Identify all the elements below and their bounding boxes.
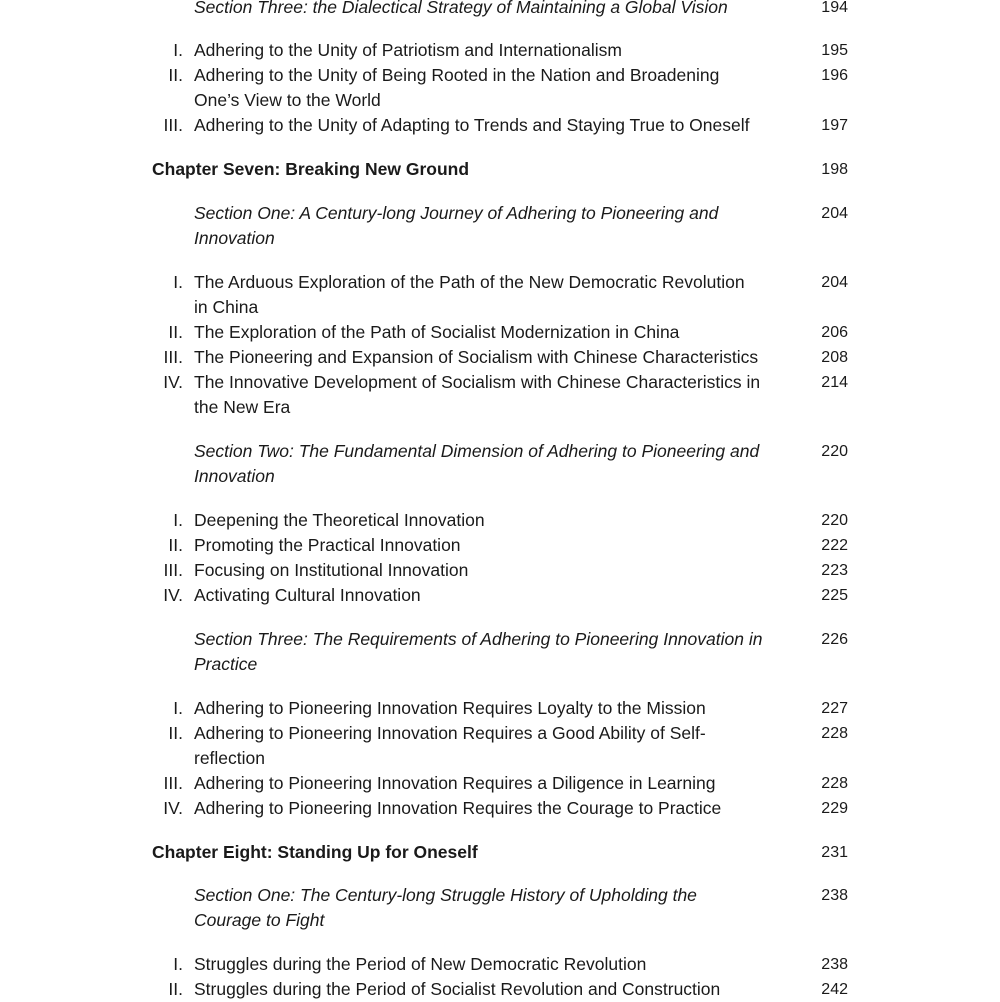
entry-title-line: Adhering to Pioneering Innovation Requires a Good Ability of Self- bbox=[194, 723, 706, 743]
entry-title-line: Adhering to the Unity of Patriotism and Internationalism bbox=[194, 40, 622, 60]
entry-title-line: Focusing on Institutional Innovation bbox=[194, 560, 469, 580]
page-number: 206 bbox=[821, 324, 848, 341]
page-number: 242 bbox=[821, 981, 848, 998]
entry-title-line: Chapter Seven: Breaking New Ground bbox=[152, 159, 470, 179]
entry-title-line: The Arduous Exploration of the Path of the New Democratic Revolution bbox=[194, 272, 745, 292]
item-numeral: IV. bbox=[163, 372, 183, 392]
item-numeral: III. bbox=[163, 347, 183, 367]
page-number: 220 bbox=[821, 512, 848, 529]
entry-title-line: Struggles during the Period of New Democratic Revolution bbox=[194, 954, 647, 974]
entry-title-line: Promoting the Practical Innovation bbox=[194, 535, 461, 555]
entry-title-line: Adhering to Pioneering Innovation Requires the Courage to Practice bbox=[194, 798, 722, 818]
page-number: 220 bbox=[821, 443, 848, 460]
page-number: 238 bbox=[821, 887, 848, 904]
entry-title-line: Struggles during the Period of Socialist Revolution and Construction bbox=[194, 979, 721, 999]
page-number: 229 bbox=[821, 800, 848, 817]
entry-title-line: Adhering to Pioneering Innovation Requires Loyalty to the Mission bbox=[194, 698, 706, 718]
item-numeral: III. bbox=[163, 115, 183, 135]
page-number: 194 bbox=[821, 0, 848, 16]
page-number: 225 bbox=[821, 587, 848, 604]
page-number: 208 bbox=[821, 349, 848, 366]
item-numeral: I. bbox=[173, 954, 183, 974]
page-number: 222 bbox=[821, 537, 848, 554]
entry-title-line: Adhering to the Unity of Adapting to Trends and Staying True to Oneself bbox=[194, 115, 750, 135]
entry-title-line: Section One: A Century-long Journey of Adhering to Pioneering and bbox=[194, 203, 719, 223]
page-number: 223 bbox=[821, 562, 848, 579]
entry-title-line: Activating Cultural Innovation bbox=[194, 585, 421, 605]
entry-title-line: The Exploration of the Path of Socialist Modernization in China bbox=[194, 322, 680, 342]
item-numeral: II. bbox=[168, 723, 183, 743]
entry-title-line: Section Three: the Dialectical Strategy of Maintaining a Global Vision bbox=[194, 0, 728, 17]
entry-title-line: The Innovative Development of Socialism with Chinese Characteristics in bbox=[194, 372, 761, 392]
page-number: 238 bbox=[821, 956, 848, 973]
entry-title-line: Chapter Eight: Standing Up for Oneself bbox=[152, 842, 478, 862]
entry-title-line: the New Era bbox=[194, 397, 291, 417]
item-numeral: I. bbox=[173, 272, 183, 292]
entry-title-line: Adhering to Pioneering Innovation Requires a Diligence in Learning bbox=[194, 773, 716, 793]
item-numeral: I. bbox=[173, 698, 183, 718]
entry-title-line: Section Two: The Fundamental Dimension of Adhering to Pioneering and bbox=[194, 441, 760, 461]
page-number: 195 bbox=[821, 42, 848, 59]
page-number: 228 bbox=[821, 775, 848, 792]
page-number: 231 bbox=[821, 844, 848, 861]
page-number: 214 bbox=[821, 374, 848, 391]
item-numeral: I. bbox=[173, 510, 183, 530]
page-number: 204 bbox=[821, 205, 848, 222]
entry-title-line: One’s View to the World bbox=[194, 90, 381, 110]
entry-title-line: Section One: The Century-long Struggle History of Upholding the bbox=[194, 885, 697, 905]
page-number: 204 bbox=[821, 274, 848, 291]
page-number: 226 bbox=[821, 631, 848, 648]
item-numeral: II. bbox=[168, 979, 183, 999]
entry-title-line: The Pioneering and Expansion of Socialism with Chinese Characteristics bbox=[194, 347, 759, 367]
item-numeral: IV. bbox=[163, 798, 183, 818]
entry-title-line: in China bbox=[194, 297, 259, 317]
item-numeral: III. bbox=[163, 773, 183, 793]
item-numeral: II. bbox=[168, 65, 183, 85]
entry-title-line: Section Three: The Requirements of Adhering to Pioneering Innovation in bbox=[194, 629, 763, 649]
item-numeral: II. bbox=[168, 322, 183, 342]
entry-title-line: Innovation bbox=[194, 466, 275, 486]
entry-title-line: Innovation bbox=[194, 228, 275, 248]
page-number: 228 bbox=[821, 725, 848, 742]
page-number: 196 bbox=[821, 67, 848, 84]
item-numeral: III. bbox=[163, 560, 183, 580]
item-numeral: II. bbox=[168, 535, 183, 555]
page-number: 197 bbox=[821, 117, 848, 134]
entry-title-line: reflection bbox=[194, 748, 266, 768]
entry-title-line: Practice bbox=[194, 654, 258, 674]
page-number: 198 bbox=[821, 161, 848, 178]
entry-title-line: Adhering to the Unity of Being Rooted in the Nation and Broadening bbox=[194, 65, 720, 85]
item-numeral: I. bbox=[173, 40, 183, 60]
entry-title-line: Courage to Fight bbox=[194, 910, 325, 930]
entry-title-line: Deepening the Theoretical Innovation bbox=[194, 510, 485, 530]
page-number: 227 bbox=[821, 700, 848, 717]
item-numeral: IV. bbox=[163, 585, 183, 605]
